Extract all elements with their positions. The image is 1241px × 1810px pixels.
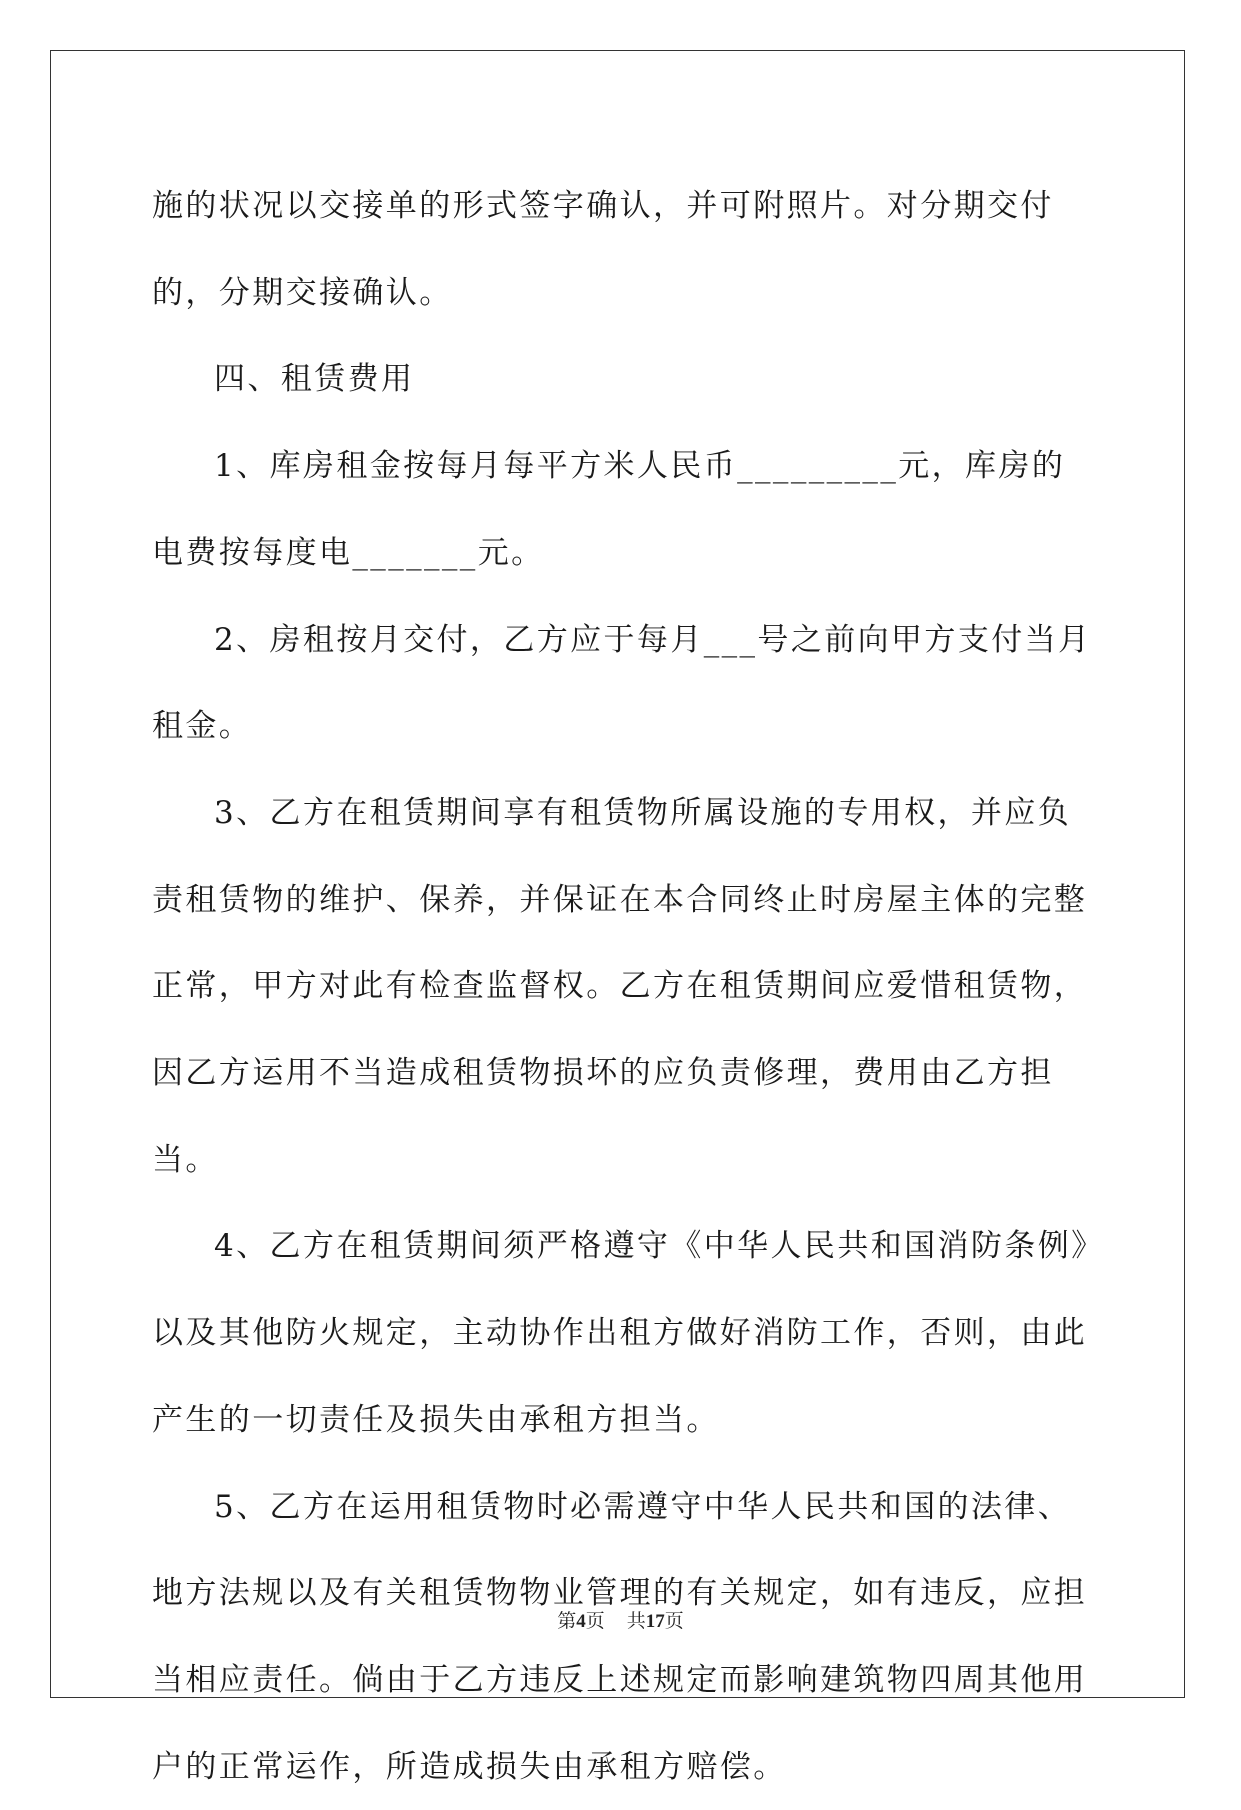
footer-prefix: 第 — [557, 1611, 577, 1632]
current-page-number: 4 — [576, 1611, 586, 1632]
paragraph-clause-5: 5、乙方在运用租赁物时必需遵守中华人民共和国的法律、地方法规以及有关租赁物物业管理的有关规定，如有违反，应担当相应责任。倘由于乙方违反上述规定而影响建筑物四周其他用户的正常运作，所造成损失由承租方赔偿。 — [152, 1488, 1088, 1785]
page-footer — [0, 1606, 1241, 1633]
footer-total-prefix: 共 — [626, 1611, 646, 1632]
paragraph-continuation: 施的状况以交接单的形式签字确认，并可附照片。对分期交付的，分期交接确认。 — [152, 188, 1054, 311]
section-heading-rental-fees: 四、租赁费用 — [214, 361, 415, 398]
footer-page-suffix: 页 — [585, 1611, 605, 1632]
paragraph-clause-2: 2、房租按月交付，乙方应于每月___号之前向甲方支付当月租金。 — [152, 621, 1092, 745]
total-page-count: 17 — [645, 1611, 665, 1632]
document-body — [152, 163, 1092, 1810]
paragraph-clause-3: 3、乙方在租赁期间享有租赁物所属设施的专用权，并应负责租赁物的维护、保养，并保证在本合同终止时房屋主体的完整正常，甲方对此有检查监督权。乙方在租赁期间应爱惜租赁物，因乙方运用不当造成租赁物损坏的应负责修理，费用由乙方担当。 — [152, 794, 1088, 1178]
paragraph-clause-1: 1、库房租金按每月每平方米人民币_________元，库房的电费按每度电_______元。 — [152, 448, 1066, 571]
paragraph-clause-4: 4、乙方在租赁期间须严格遵守《中华人民共和国消防条例》以及其他防火规定，主动协作出租方做好消防工作，否则，由此产生的一切责任及损失由承租方担当。 — [152, 1228, 1090, 1438]
footer-total-suffix: 页 — [664, 1611, 684, 1632]
